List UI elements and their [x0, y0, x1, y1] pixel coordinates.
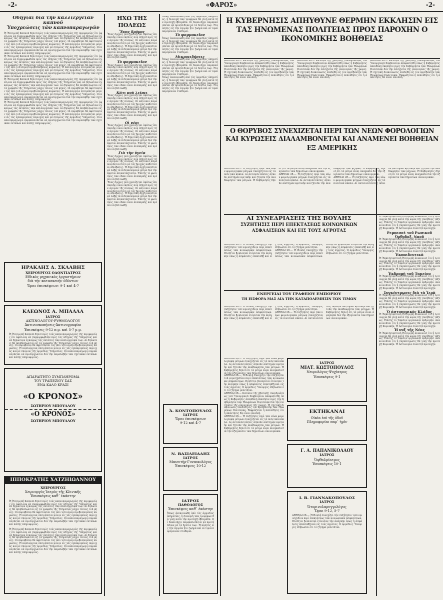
advert-role: ΙΑΤΡΟΣ — [183, 456, 198, 460]
story-body: ΑΘΗΝΑΙ 28.— Κατόπιν τῆς χθεσινῆς συνεδριάσεως τοῦ Ὑπουργικοῦ Συμβουλίου ἀπεφασίσθη ὅπως ἡ Κυβέρνησις ἀπευθύνῃ ἔκκλησιν πρὸς τὴν Κυβέρνησιν τῶν Ἡνωμένων Πολιτειῶν διὰ τὴν ἐνίσχυσιν τῆς οἰκονομίας τῆς χώρας. Ἡ σχετικὴ διακοίνωσις ἐπεδόθη εἰς τὸν πρεσβευτὴν τῶν Ἡνωμένων Πολιτειῶν. Ἐκφράζεται ἡ πεποίθησις ὅτι ἡ ἀπάντησις θὰ εἶναι εὐνοϊκή. — [297, 60, 367, 80]
advert-role: ΠΑΘΟΛΟΓΟΣ — [177, 503, 204, 507]
headline-government — [224, 16, 440, 58]
divider — [224, 290, 374, 291]
section-body: Ἕνας δρόμος ποὺ χρειάζεται ἀμέσως ἐπισκευήν εἶναι ἐκεῖνος ποὺ ὁδηγεῖ πρὸς τὴν ἀγορὰν τῆς πόλεως. Οἱ κάτοικοι παραπονοῦνται διότι μὲ τὰς βροχὰς καθίσταται ἀδιάβατος. Ἡ δημοτικὴ ἀρχὴ καλεῖται νὰ λάβῃ τὰ ἐνδεικνυόμενα μέτρα διὰ τὴν ἄμεσον ἀποκατάστασιν. Ἐπίσης τὸ φωτισμὸς τῶν ὁδῶν εἶναι ἀνεπαρκὴς καὶ πρέπει νὰ βελτιωθῇ. — [107, 93, 157, 121]
advert-name: ΙΑΤΡΟΣ — [319, 361, 335, 365]
advert-line: ΕΝΑ ΚΑΛΟ ΚΡΑΣΙ — [37, 383, 69, 388]
subheadline: ΤΗ ΕΙΣΦΟΡΑ ΜΑΣ ΔΙΑ ΤΗΝ ΚΑΤΑΠΟΛΕΜΗΣΙΝ ΤΩΝ ΤΙΜΩΝ — [241, 296, 357, 301]
article-body: Ἡ Ἐπιτροπὴ Καπνοῦ δηλοῖ πρὸς τοὺς καπνοπαραγωγοὺς τῆς περιφερείας ὅτι ὀφείλουν νὰ συμμορφωθοῦν πρὸς τὰς ὁδηγίας τῆς Ὑπηρεσίας καὶ νὰ δηλώσουν ἐγκαίρως τὰς ἐκτάσεις τῶν καλλιεργειῶν των. Αἱ δηλώσεις θὰ ὑποβάλλωνται εἰς τὰ γραφεῖα τῆς Ὑπηρεσίας μέχρι τέλους τοῦ μηνός. Οἱ παραβάται θὰ ὑφίστανται τὰς ὑπὸ τοῦ νόμου προβλεπομένας κυρώσεις. Ἡ καλλιέργεια ἐπιτρέπεται μόνον εἰς τὰς ἐγκεκριμένας περιοχὰς καὶ μὲ σπόρους τῆς ἀρμοδίας Ὑπηρεσίας. Οἱ καπνοπαραγωγοὶ παρακαλοῦνται νὰ προσέρχωνται διὰ τὴν παραλαβὴν τῶν σχετικῶν ἐντύπων καὶ πάσης πληροφορίας. — [4, 54, 102, 79]
divider — [5, 409, 101, 410]
advert-title: ΙΠΠΟΚΡΑΤΗΣ ΧΑΤΖΗΙΩΑΝΝΟΥ — [5, 477, 101, 484]
item-heading: Ρεμπεσσὲ τοῦ Ρωσικοῦ Ὀρθοδοξ. Ναοῦ — [386, 230, 433, 239]
advert-name: ΗΡΑΚΛΗΣ Δ. ΣΚΛΑΒΗΣ — [21, 265, 85, 271]
advert-line: ΑΠΑΡΑΙΤΗΤΟ ΣΥΜΠΛΗΡΩΜΑ — [26, 375, 80, 379]
advert-ophthalmologist — [287, 444, 367, 488]
column-tobacco — [4, 16, 102, 256]
column-lower-left — [224, 358, 284, 594]
advert-line: Ἀκτινοσκοπήσεις-Ἀκτινογραφίαι — [24, 323, 82, 328]
advert-doctor-1 — [163, 404, 218, 444]
advert-name: ΚΛΕΩΝΟΣ Α. ΜΠΑΛΛΑ — [22, 309, 84, 315]
headline-taxes — [224, 127, 440, 165]
advert-name: Ι. Β. ΓΙΑΝΝΑΚΟΠΟΥΛΟΣ — [299, 495, 355, 500]
advert-name: Ν. ΒΑΣΙΛΕΙΑΔΗΣ — [171, 451, 210, 456]
advert-line: 9-12 καὶ 4-7 — [180, 421, 201, 426]
column-rule — [104, 14, 105, 596]
item-heading: Συγκέντρωσις διὰ τὰ Ἱερὰ — [383, 290, 436, 295]
advert-role: ΙΑΤΡΟΣ — [183, 413, 198, 417]
advert-rental — [287, 405, 367, 441]
advert-doctor-3 — [163, 494, 218, 594]
section-body: Ἕνας δρόμος ποὺ χρειάζεται ἀμέσως ἐπισκευήν εἶναι ἐκεῖνος ποὺ ὁδηγεῖ πρὸς τὴν ἀγορὰν τῆς πόλεως. Οἱ κάτοικοι παραπονοῦνται διότι μὲ τὰς βροχὰς καθίσταται ἀδιάβατος. Ἡ δημοτικὴ ἀρχὴ καλεῖται νὰ λάβῃ τὰ ἐνδεικνυόμενα μέτρα διὰ τὴν ἄμεσον ἀποκατάστασιν. Ἐπίσης τὸ φωτισμὸς τῶν ὁδῶν εἶναι ἀνεπαρκὴς καὶ πρέπει νὰ βελτιωθῇ. — [107, 180, 157, 208]
article-body: Ὅπως ἀνεκοινώθη ἀπὸ τὰς ἁρμοδίας ὑπηρεσίας, ἡ διανομὴ τῶν τροφίμων θὰ γίνῃ κατὰ τὴν προσεχῆ ἑβδομάδα. Οἱ δικαιοῦχοι παρακαλοῦνται νὰ προσέλθουν μὲ τὰ δελτία των. Ἡ κίνησις εἰς τὴν ἀγορὰν ἦτο ζωηρὰ καὶ αἱ τιμαὶ παρέμειναν σταθεραί. — [162, 58, 218, 76]
advert-role: ΙΑΤΡΟΣ — [45, 315, 61, 319]
section-body: Ἕνας δρόμος ποὺ χρειάζεται ἀμέσως ἐπισκευήν εἶναι ἐκεῖνος ποὺ ὁδηγεῖ πρὸς τὴν ἀγορὰν τῆς πόλεως. Οἱ κάτοικοι παραπονοῦνται διότι μὲ τὰς βροχὰς καθίσταται ἀδιάβατος. Ἡ δημοτικὴ ἀρχὴ καλεῖται νὰ λάβῃ τὰ ἐνδεικνυόμενα μέτρα διὰ τὴν ἄμεσον ἀποκατάστασιν. Ἐπίσης τὸ φωτισμὸς τῶν ὁδῶν εἶναι ἀνεπαρκὴς καὶ πρέπει νὰ βελτιωθῇ. — [107, 124, 157, 151]
story-body: ΑΘΗΝΑΙ 28.— Ἡ Βουλὴ συνεχίζει τὴν συζήτησιν τοῦ νομοσχεδίου περὶ ἐπεκτάσεως τῶν κοινωνικῶν ἀσφαλίσεων. Πλεῖστοι βουλευταὶ ἐτόνισαν τὴν ἀνάγκην ὅπως ἡ ἀσφάλισις ἐπεκταθῇ καὶ εἰς τοὺς ἀγρότας. Ὁ ἁρμόδιος Ὑπουργὸς ἐδήλωσεν ὅτι τὸ ζήτημα μελετᾶται. — [275, 244, 374, 258]
section-heading: Γιὰ τὴν ὑγεία — [118, 151, 146, 156]
article-body: ΑΘΗΝΑΙ 28.— Κατόπιν τῆς χθεσινῆς συνεδριάσεως τοῦ Ὑπουργικοῦ Συμβουλίου ἀπεφασίσθη ὅπως ἡ Κυβέρνησις ἀπευθύνῃ ἔκκλησιν πρὸς τὴν Κυβέρνησιν τῶν Ἡνωμένων Πολιτειῶν διὰ τὴν ἐνίσχυσιν τῆς οἰκονομίας τῆς χώρας. Ἡ σχετικὴ διακοίνωσις ἐπεδόθη εἰς τὸν πρεσβευτὴν τῶν Ἡνωμένων Πολιτειῶν. Ἐκφράζεται ἡ πεποίθησις ὅτι ἡ ἀπάντησις θὰ εἶναι εὐνοϊκή. — [224, 391, 284, 416]
section-heading: Μικροειδήσεις — [175, 55, 205, 60]
item-heading: Ἐκπαιδευτικὰ — [395, 253, 424, 258]
advert-neurologist — [287, 358, 367, 402]
masthead: «ΦΑΡΟΣ» — [205, 2, 238, 9]
column-rule — [220, 14, 221, 596]
advert-line: Ἐπισκέψεις 9-1 — [313, 374, 341, 379]
section-heading: Τὸ φαρμακεῖον — [175, 33, 205, 38]
article-body: Ἡ Ἐπιτροπὴ Καπνοῦ δηλοῖ πρὸς τοὺς καπνοπαραγωγοὺς τῆς περιφερείας ὅτι ὀφείλουν νὰ συμμορφωθοῦν πρὸς τὰς ὁδηγίας τῆς Ὑπηρεσίας καὶ νὰ δηλώσουν ἐγκαίρως τὰς ἐκτάσεις τῶν καλλιεργειῶν των. Αἱ δηλώσεις θὰ ὑποβάλλωνται εἰς τὰ γραφεῖα τῆς Ὑπηρεσίας μέχρι τέλους τοῦ μηνός. Οἱ παραβάται θὰ ὑφίστανται τὰς ὑπὸ τοῦ νόμου προβλεπομένας κυρώσεις. Ἡ καλλιέργεια ἐπιτρέπεται μόνον εἰς τὰς ἐγκεκριμένας περιοχὰς καὶ μὲ σπόρους τῆς ἀρμοδίας Ὑπηρεσίας. Οἱ καπνοπαραγωγοὶ παρακαλοῦνται νὰ προσέρχωνται διὰ τὴν παραλαβὴν τῶν σχετικῶν ἐντύπων καὶ πάσης πληροφορίας. — [4, 101, 102, 125]
advert-body: Ἡ Ἐπιτροπὴ Καπνοῦ δηλοῖ πρὸς τοὺς καπνοπαραγωγοὺς τῆς περιφερείας ὅτι ὀφείλουν νὰ συμμορφωθοῦν πρὸς τὰς ὁδηγίας τῆς Ὑπηρεσίας καὶ νὰ δηλώσουν ἐγκαίρως τὰς ἐκτάσεις τῶν καλλιεργειῶν των. Αἱ δηλώσεις θὰ ὑποβάλλωνται εἰς τὰ γραφεῖα τῆς Ὑπηρεσίας μέχρι τέλους τοῦ μηνός. Οἱ παραβάται θὰ ὑφίστανται τὰς ὑπὸ τοῦ νόμου προβλεπομένας κυρώσεις. Ἡ καλλιέργεια ἐπιτρέπεται μόνον εἰς τὰς ἐγκεκριμένας περιοχὰς καὶ μὲ σπόρους τῆς ἀρμοδίας Ὑπηρεσίας. Οἱ καπνοπαραγωγοὶ παρακαλοῦνται νὰ προσέρχωνται διὰ τὴν παραλαβὴν τῶν σχετικῶν ἐντύπων καὶ πάσης πληροφορίας. — [9, 332, 97, 360]
advert-radiologist — [4, 305, 102, 365]
section-body: Ἕνας δρόμος ποὺ χρειάζεται ἀμέσως ἐπισκευήν εἶναι ἐκεῖνος ποὺ ὁδηγεῖ πρὸς τὴν ἀγορὰν τῆς πόλεως. Οἱ κάτοικοι παραπονοῦνται διότι μὲ τὰς βροχὰς καθίσταται ἀδιάβατος. Ἡ δημοτικὴ ἀρχὴ καλεῖται νὰ λάβῃ τὰ ἐνδεικνυόμενα μέτρα διὰ τὴν ἄμεσον ἀποκατάστασιν. Ἐπίσης τὸ φωτισμὸς τῶν ὁδῶν εἶναι ἀνεπαρκὴς καὶ πρέπει νὰ βελτιωθῇ. — [107, 33, 157, 60]
page-number-left: -2- — [8, 2, 18, 9]
advert-name: ΕΚΤΗΚΑΝΑΙ — [309, 409, 345, 415]
advert-body: Ἡ Ἐπιτροπὴ Καπνοῦ δηλοῖ πρὸς τοὺς καπνοπαραγωγοὺς τῆς περιφερείας ὅτι ὀφείλουν νὰ συμμορφωθοῦν πρὸς τὰς ὁδηγίας τῆς Ὑπηρεσίας καὶ νὰ δηλώσουν ἐγκαίρως τὰς ἐκτάσεις τῶν καλλιεργειῶν των. Αἱ δηλώσεις θὰ ὑποβάλλωνται εἰς τὰ γραφεῖα τῆς Ὑπηρεσίας μέχρι τέλους τοῦ μηνός. Οἱ παραβάται θὰ ὑφίστανται τὰς ὑπὸ τοῦ νόμου προβλεπομένας κυρώσεις. Ἡ καλλιέργεια ἐπιτρέπεται μόνον εἰς τὰς ἐγκεκριμένας περιοχὰς καὶ μὲ σπόρους τῆς ἀρμοδίας Ὑπηρεσίας. Οἱ καπνοπαραγωγοὶ παρακαλοῦνται νὰ προσέρχωνται διὰ τὴν παραλαβὴν τῶν σχετικῶν ἐντύπων καὶ πάσης πληροφορίας. — [9, 527, 97, 555]
item-heading: Ἐκδρομὴ τοῦ Ταμείου — [388, 272, 431, 277]
section-heading: Τὸ φαρμακεῖον — [117, 60, 147, 65]
story-commerce — [224, 306, 374, 356]
column-rule — [376, 168, 377, 596]
advert-line: Ἐπισκέψεις 9-12 π.μ. καὶ 5-7 μ.μ. — [24, 327, 82, 332]
advert-name: ΙΑΤΡΟΣ — [181, 498, 200, 503]
story-body: ΑΘΗΝΑΙ 28.— Ἡ συζήτησις περὶ τῶν νέων φορολογικῶν μέτρων συνεχίζεται εἰς τὰ πολιτικὰ κύκλα. Αἱ ἀντιπολιτεύσεις ἀσκοῦν αὐστηρὰν κριτικὴν καὶ ζητοῦν τὴν ἀναθεώρησιν τῶν μέτρων. Ἡ Κυβέρνησις δηλοῖ ὅτι τὰ μέτρα εἶναι ἀναγκαῖα διὰ τὴν ἐξυγίανσιν τῶν δημοσίων οἰκονομικῶν. — [278, 168, 386, 185]
advert-role: ΙΑΤΡΟΣ — [319, 453, 335, 458]
column-city-echo — [107, 16, 157, 596]
section-body: Ἕνας δρόμος ποὺ χρειάζεται ἀμέσως ἐπισκευήν εἶναι ἐκεῖνος ποὺ ὁδηγεῖ πρὸς τὴν ἀγορὰν τῆς πόλεως. Οἱ κάτοικοι παραπονοῦνται διότι μὲ τὰς βροχὰς καθίσταται ἀδιάβατος. Ἡ δημοτικὴ ἀρχὴ καλεῖται νὰ λάβῃ τὰ ἐνδεικνυόμενα μέτρα διὰ τὴν ἄμεσον ἀποκατάστασιν. Ἐπίσης τὸ φωτισμὸς τῶν ὁδῶν εἶναι ἀνεπαρκὴς καὶ πρέπει νὰ βελτιωθῇ. — [107, 154, 157, 181]
article-body: Ὅπως ἀνεκοινώθη ἀπὸ τὰς ἁρμοδίας ὑπηρεσίας, ἡ διανομὴ τῶν τροφίμων θὰ γίνῃ κατὰ τὴν προσεχῆ ἑβδομάδα. Οἱ δικαιοῦχοι παρακαλοῦνται νὰ προσέλθουν μὲ τὰ δελτία των. Ἡ κίνησις εἰς τὴν ἀγορὰν ἦτο ζωηρὰ καὶ αἱ τιμαὶ παρέμειναν σταθεραί. — [162, 36, 218, 55]
advert-line: Χειρουργὸς Ἰατρὸς τῆς Κλινικῆς — [25, 490, 81, 495]
headline: ΕΝΕΡΓΕΙΑΙ ΤΟΥ ΓΡΑΦΕΙΟΥ ΕΜΠΟΡΙΟΥ — [256, 292, 342, 296]
advert-line: Ὥραι ἐπισκέψεων: 9-1 καὶ 4-7 — [27, 283, 79, 288]
advert-line: Νευρολόγος-Ψυχίατρος — [306, 370, 348, 375]
column-rule — [159, 14, 160, 596]
advert-line: Ὥραι 9-12, 5-7 — [314, 508, 340, 513]
advert-owner: ΣΩΤΗΡΙΟΥ ΜΠΟΥΛΛΟΥ — [30, 403, 76, 408]
article-body: Ἡ Ἐκκλησιαστικὴ Ἐπιτροπὴ ἀνακοινοῖ ὅτι ἡ λειτουργία θὰ γίνῃ κατὰ τὴν ὥραν τῆς συνήθους τάξεως. Ἐπίσης τὸ Ταμεῖον ὀργανώνει ἐκδρομήν. Ἀνακοινοῦται ὅτι ἡ συγκέντρωσις θὰ γίνῃ τὴν προσεχῆ Κυριακήν. Ἡ Ἀστυνομία συνιστᾷ προσοχήν. — [379, 331, 440, 347]
article-body: ΑΘΗΝΑΙ 28.— Ἡ συζήτησις περὶ τῶν νέων φορολογικῶν μέτρων συνεχίζεται εἰς τὰ πολιτικὰ κύκλα. Αἱ ἀντιπολιτεύσεις ἀσκοῦν αὐστηρὰν κριτικὴν καὶ ζητοῦν τὴν ἀναθεώρησιν τῶν μέτρων. Ἡ Κυβέρνησις δηλοῖ ὅτι τὰ μέτρα εἶναι ἀναγκαῖα διὰ τὴν ἐξυγίανσιν τῶν δημοσίων οἰκονομικῶν. — [224, 415, 284, 433]
story-government — [224, 60, 440, 124]
column-far-right — [379, 216, 440, 596]
advert-owner: ΣΩΤΗΡΙΟΥ ΜΠΟΥΛΛΟΥ — [30, 418, 76, 423]
article-body: Ἡ Ἐκκλησιαστικὴ Ἐπιτροπὴ ἀνακοινοῖ ὅτι ἡ λειτουργία θὰ γίνῃ κατὰ τὴν ὥραν τῆς συνήθους τάξεως. Ἐπίσης τὸ Ταμεῖον ὀργανώνει ἐκδρομήν. Ἀνακοινοῦται ὅτι ἡ συγκέντρωσις θὰ γίνῃ τὴν προσεχῆ Κυριακήν. Ἡ Ἀστυνομία συνιστᾷ προσοχήν. — [379, 216, 440, 230]
column-news — [162, 16, 218, 316]
advert-dentist — [4, 262, 102, 302]
advert-line: Οἰκία ἐπὶ τῆς ὁδοῦ — [310, 416, 344, 420]
advert-line: Ἐπισκέψεις καθ᾽ ἑκάστην — [167, 507, 214, 512]
advert-body: ΑΘΗΝΑΙ 28.— Ἡ Βουλὴ συνεχίζει τὴν συζήτησιν τοῦ νομοσχεδίου περὶ ἐπεκτάσεως τῶν κοινωνικῶν ἀσφαλίσεων. Πλεῖστοι βουλευταὶ ἐτόνισαν τὴν ἀνάγκην ὅπως ἡ ἀσφάλισις ἐπεκταθῇ καὶ εἰς τοὺς ἀγρότας. Ὁ ἁρμόδιος Ὑπουργὸς ἐδήλωσεν ὅτι τὸ ζήτημα μελετᾶται. — [292, 514, 362, 529]
advert-surgeon — [4, 476, 102, 594]
advert-line: Εἰδικὸς μηχανικὸς ἐργαστήριον — [25, 275, 81, 280]
story-taxes — [224, 168, 440, 212]
section-body: Ἕνας δρόμος ποὺ χρειάζεται ἀμέσως ἐπισκευήν εἶναι ἐκεῖνος ποὺ ὁδηγεῖ πρὸς τὴν ἀγορὰν τῆς πόλεως. Οἱ κάτοικοι παραπονοῦνται διότι μὲ τὰς βροχὰς καθίσταται ἀδιάβατος. Ἡ δημοτικὴ ἀρχὴ καλεῖται νὰ λάβῃ τὰ ἐνδεικνυόμενα μέτρα διὰ τὴν ἄμεσον ἀποκατάστασιν. Ἐπίσης τὸ φωτισμὸς τῶν ὁδῶν εἶναι ἀνεπαρκὴς καὶ πρέπει νὰ βελτιωθῇ. — [107, 63, 157, 90]
headline-parliament — [224, 216, 374, 242]
page-header — [0, 0, 443, 12]
article-body: Ἡ Ἐκκλησιαστικὴ Ἐπιτροπὴ ἀνακοινοῖ ὅτι ἡ λειτουργία θὰ γίνῃ κατὰ τὴν ὥραν τῆς συνήθους τάξεως. Ἐπίσης τὸ Ταμεῖον ὀργανώνει ἐκδρομήν. Ἀνακοινοῦται ὅτι ἡ συγκέντρωσις θὰ γίνῃ τὴν προσεχῆ Κυριακήν. Ἡ Ἀστυνομία συνιστᾷ προσοχήν. — [379, 256, 440, 272]
article-body: Ὅπως ἀνεκοινώθη ἀπὸ τὰς ἁρμοδίας ὑπηρεσίας, ἡ διανομὴ τῶν τροφίμων θὰ γίνῃ κατὰ τὴν προσεχῆ ἑβδομάδα. Οἱ δικαιοῦχοι παρακαλοῦνται νὰ προσέλθουν μὲ τὰ δελτία των. Ἡ κίνησις εἰς τὴν ἀγορὰν ἦτο ζωηρὰ καὶ αἱ τιμαὶ παρέμειναν σταθεραί. — [162, 75, 218, 94]
article-body: Ἡ Ἐκκλησιαστικὴ Ἐπιτροπὴ ἀνακοινοῖ ὅτι ἡ λειτουργία θὰ γίνῃ κατὰ τὴν ὥραν τῆς συνήθους τάξεως. Ἐπίσης τὸ Ταμεῖον ὀργανώνει ἐκδρομήν. Ἀνακοινοῦται ὅτι ἡ συγκέντρωσις θὰ γίνῃ τὴν προσεχῆ Κυριακήν. Ἡ Ἀστυνομία συνιστᾷ προσοχήν. — [379, 294, 440, 309]
advert-title: «Ο ΚΡΟΝΟΣ» — [23, 390, 83, 401]
advert-role: ΜΙΑΤ. ΚΩΣΤΟΠΟΥΛΟΣ — [300, 365, 354, 371]
page-number-right: -2- — [425, 2, 435, 9]
article-title: Ὁδηγίαι διὰ τὴν καλλιέργειαν καπνοῦ — [12, 16, 94, 27]
section-heading: Οἱ νέοι — [124, 121, 140, 126]
advert-body: Ὅπως ἀνεκοινώθη ἀπὸ τὰς ἁρμοδίας ὑπηρεσίας, ἡ διανομὴ τῶν τροφίμων θὰ γίνῃ κατὰ τὴν προσεχῆ ἑβδομάδα. Οἱ δικαιοῦχοι παρακαλοῦνται νὰ προσέλθουν μὲ τὰ δελτία των. Ἡ κίνησις εἰς τὴν ἀγορὰν ἦτο ζωηρὰ καὶ αἱ τιμαὶ παρέμειναν σταθεραί. — [167, 512, 215, 533]
advert-line: Ἐπισκέψεις καθ᾽ ἑκάστην — [30, 494, 76, 499]
headline-commerce — [224, 292, 374, 306]
advert-body: Ἡ Ἐπιτροπὴ Καπνοῦ δηλοῖ πρὸς τοὺς καπνοπαραγωγοὺς τῆς περιφερείας ὅτι ὀφείλουν νὰ συμμορφωθοῦν πρὸς τὰς ὁδηγίας τῆς Ὑπηρεσίας καὶ νὰ δηλώσουν ἐγκαίρως τὰς ἐκτάσεις τῶν καλλιεργειῶν των. Αἱ δηλώσεις θὰ ὑποβάλλωνται εἰς τὰ γραφεῖα τῆς Ὑπηρεσίας μέχρι τέλους τοῦ μηνός. Οἱ παραβάται θὰ ὑφίστανται τὰς ὑπὸ τοῦ νόμου προβλεπομένας κυρώσεις. Ἡ καλλιέργεια ἐπιτρέπεται μόνον εἰς τὰς ἐγκεκριμένας περιοχὰς καὶ μὲ σπόρους τῆς ἀρμοδίας Ὑπηρεσίας. Οἱ καπνοπαραγωγοὶ παρακαλοῦνται νὰ προσέρχωνται διὰ τὴν παραλαβὴν τῶν σχετικῶν ἐντύπων καὶ πάσης πληροφορίας. — [9, 499, 97, 526]
article-body: ΑΘΗΝΑΙ 28.— Ἡ συζήτησις περὶ τῶν νέων φορολογικῶν μέτρων συνεχίζεται εἰς τὰ πολιτικὰ κύκλα. Αἱ ἀντιπολιτεύσεις ἀσκοῦν αὐστηρὰν κριτικὴν καὶ ζητοῦν τὴν ἀναθεώρησιν τῶν μέτρων. Ἡ Κυβέρνησις δηλοῖ ὅτι τὰ μέτρα εἶναι ἀναγκαῖα διὰ τὴν ἐξυγίανσιν τῶν δημοσίων οἰκονομικῶν. — [224, 358, 284, 375]
section-heading: Κάτι ποὺ λείπει — [116, 90, 148, 95]
advert-kronos — [4, 368, 102, 472]
story-body: ΑΘΗΝΑΙ 28.— Ἡ Βουλὴ συνεχίζει τὴν συζήτησιν τοῦ νομοσχεδίου περὶ ἐπεκτάσεως τῶν κοινωνικῶν ἀσφαλίσεων. Πλεῖστοι βουλευταὶ ἐτόνισαν τὴν ἀνάγκην ὅπως ἡ ἀσφάλισις ἐπεκταθῇ καὶ εἰς τοὺς ἀγρότας. Ὁ ἁρμόδιος Ὑπουργὸς ἐδήλωσεν ὅτι τὸ ζήτημα μελετᾶται. — [224, 306, 323, 320]
subheadline: ΣΥΖΗΤΗΣΙΣ ΠΕΡΙ ΕΠΕΚΤΑΣΕΩΣ ΚΟΙΝΩΝΙΚΩΝ ΑΣΦΑΛΙΣΕΩΝ ΚΑΙ ΕΙΣ ΤΟΥΣ ΑΓΡΟΤΑΣ — [240, 223, 358, 234]
article-body: ΑΘΗΝΑΙ 28.— Ἡ Βουλὴ συνεχίζει τὴν συζήτησιν τοῦ νομοσχεδίου περὶ ἐπεκτάσεως τῶν κοινωνικῶν ἀσφαλίσεων. Πλεῖστοι βουλευταὶ ἐτόνισαν τὴν ἀνάγκην ὅπως ἡ ἀσφάλισις ἐπεκταθῇ καὶ εἰς τοὺς ἀγρότας. Ὁ ἁρμόδιος Ὑπουργὸς ἐδήλωσεν ὅτι τὸ ζήτημα μελετᾶται. — [224, 374, 284, 392]
story-body: ΑΘΗΝΑΙ 28.— Ἡ συζήτησις περὶ τῶν νέων φορολογικῶν μέτρων συνεχίζεται εἰς τὰ πολιτικὰ κύκλα. Αἱ ἀντιπολιτεύσεις ἀσκοῦν αὐστηρὰν κριτικὴν καὶ ζητοῦν τὴν ἀναθεώρησιν τῶν μέτρων. Ἡ Κυβέρνησις δηλοῖ ὅτι τὰ μέτρα εἶναι ἀναγκαῖα διὰ τὴν ἐξυγίανσιν τῶν δημοσίων οἰκονομικῶν. — [275, 306, 374, 320]
advert-line: ΤΟΥ ΤΡΑΠΕΖΙΟΥ ΣΑΣ — [34, 379, 72, 384]
advert-role: ΙΑΤΡΟΣ — [319, 500, 335, 505]
section-heading: Ἔνας δρόμος — [119, 30, 145, 34]
article-body: Ἡ Ἐπιτροπὴ Καπνοῦ δηλοῖ πρὸς τοὺς καπνοπαραγωγοὺς τῆς περιφερείας ὅτι ὀφείλουν νὰ συμμορφωθοῦν πρὸς τὰς ὁδηγίας τῆς Ὑπηρεσίας καὶ νὰ δηλώσουν ἐγκαίρως τὰς ἐκτάσεις τῶν καλλιεργειῶν των. Αἱ δηλώσεις θὰ ὑποβάλλωνται εἰς τὰ γραφεῖα τῆς Ὑπηρεσίας μέχρι τέλους τοῦ μηνός. Οἱ παραβάται θὰ ὑφίστανται τὰς ὑπὸ τοῦ νόμου προβλεπομένας κυρώσεις. Ἡ καλλιέργεια ἐπιτρέπεται μόνον εἰς τὰς ἐγκεκριμένας περιοχὰς καὶ μὲ σπόρους τῆς ἀρμοδίας Ὑπηρεσίας. Οἱ καπνοπαραγωγοὶ παρακαλοῦνται νὰ προσέρχωνται διὰ τὴν παραλαβὴν τῶν σχετικῶν ἐντύπων καὶ πάσης πληροφορίας. — [4, 31, 102, 55]
divider — [224, 58, 440, 59]
article-body: Ἡ Ἐκκλησιαστικὴ Ἐπιτροπὴ ἀνακοινοῖ ὅτι ἡ λειτουργία θὰ γίνῃ κατὰ τὴν ὥραν τῆς συνήθους τάξεως. Ἐπίσης τὸ Ταμεῖον ὀργανώνει ἐκδρομήν. Ἀνακοινοῦται ὅτι ἡ συγκέντρωσις θὰ γίνῃ τὴν προσεχῆ Κυριακήν. Ἡ Ἀστυνομία συνιστᾷ προσοχήν. — [379, 237, 440, 253]
advert-doctor-2 — [163, 447, 218, 491]
story-body: ΑΘΗΝΑΙ 28.— Ἡ συζήτησις περὶ τῶν νέων φορολογικῶν μέτρων συνεχίζεται εἰς τὰ πολιτικὰ κύκλα. Αἱ ἀντιπολιτεύσεις ἀσκοῦν αὐστηρὰν κριτικὴν καὶ ζητοῦν τὴν ἀναθεώρησιν τῶν μέτρων. Ἡ Κυβέρνησις δηλοῖ ὅτι τὰ μέτρα εἶναι ἀναγκαῖα διὰ τὴν ἐξυγίανσιν τῶν δημοσίων οἰκονομικῶν. — [224, 168, 331, 182]
advert-line: διὰ τὴν κατασκευὴν ὀδόντων — [27, 279, 79, 284]
column-title: ΗΧΩ ΤΗΣ ΠΟΛΕΩΣ — [117, 16, 147, 29]
story-parliament — [224, 244, 374, 288]
advert-line: Ὥραι ἐπισκέψεων — [175, 417, 206, 422]
advert-role: ΧΕΙΡΟΥΡΓΟΣ ΟΔΟΝΤΙΑΤΡΟΣ — [25, 271, 81, 275]
advert-line: ΑΚΤΙΝΟΛΟΓΟΥ-ΡΥΘΜΟΛΟΓΟΥ — [25, 319, 81, 324]
story-body: ΑΘΗΝΑΙ 28.— Ἡ Βουλὴ συνεχίζει τὴν συζήτησιν τοῦ νομοσχεδίου περὶ ἐπεκτάσεως τῶν κοινωνικῶν ἀσφαλίσεων. Πλεῖστοι βουλευταὶ ἐτόνισαν τὴν ἀνάγκην ὅπως ἡ ἀσφάλισις ἐπεκταθῇ καὶ εἰς τοὺς ἀγρότας. Ὁ ἁρμόδιος Ὑπουργὸς ἐδήλωσεν ὅτι τὸ ζήτημα μελετᾶται. — [224, 244, 323, 258]
headline: Ο ΘΟΡΥΒΟΣ ΣΥΝΕΧΙΖΕΤΑΙ ΠΕΡΙ ΤΩΝ ΝΕΩΝ ΦΟΡΟΛΟΓΙΩΝ ΚΑΙ ΚΥΡΩΣΕΙΣ ΔΙΑΛΑΜΒΟΝΕΤΑΙ ΚΑΙ ΑΝΑΜΕΝΕΙ ΒΟΗΘΕΙΑΝ ΕΞ ΑΜΕΡΙΚΗΣ — [225, 127, 439, 152]
article-body: Ἡ Ἐκκλησιαστικὴ Ἐπιτροπὴ ἀνακοινοῖ ὅτι ἡ λειτουργία θὰ γίνῃ κατὰ τὴν ὥραν τῆς συνήθους τάξεως. Ἐπίσης τὸ Ταμεῖον ὀργανώνει ἐκδρομήν. Ἀνακοινοῦται ὅτι ἡ συγκέντρωσις θὰ γίνῃ τὴν προσεχῆ Κυριακήν. Ἡ Ἀστυνομία συνιστᾷ προσοχήν. — [379, 275, 440, 291]
article-body: Ἡ Ἐπιτροπὴ Καπνοῦ δηλοῖ πρὸς τοὺς καπνοπαραγωγοὺς τῆς περιφερείας ὅτι ὀφείλουν νὰ συμμορφωθοῦν πρὸς τὰς ὁδηγίας τῆς Ὑπηρεσίας καὶ νὰ δηλώσουν ἐγκαίρως τὰς ἐκτάσεις τῶν καλλιεργειῶν των. Αἱ δηλώσεις θὰ ὑποβάλλωνται εἰς τὰ γραφεῖα τῆς Ὑπηρεσίας μέχρι τέλους τοῦ μηνός. Οἱ παραβάται θὰ ὑφίστανται τὰς ὑπὸ τοῦ νόμου προβλεπομένας κυρώσεις. Ἡ καλλιέργεια ἐπιτρέπεται μόνον εἰς τὰς ἐγκεκριμένας περιοχὰς καὶ μὲ σπόρους τῆς ἀρμοδίας Ὑπηρεσίας. Οἱ καπνοπαραγωγοὶ παρακαλοῦνται νὰ προσέρχωνται διὰ τὴν παραλαβὴν τῶν σχετικῶν ἐντύπων καὶ πάσης πληροφορίας. — [4, 78, 102, 102]
advert-line: Ὠτορινολαρυγγολόγος — [307, 504, 347, 509]
advert-line: Ἐπισκέψεις 10-12 — [174, 464, 207, 469]
divider — [224, 125, 440, 126]
story-body: ΑΘΗΝΑΙ 28.— Κατόπιν τῆς χθεσινῆς συνεδριάσεως τοῦ Ὑπουργικοῦ Συμβουλίου ἀπεφασίσθη ὅπως ἡ Κυβέρνησις ἀπευθύνῃ ἔκκλησιν πρὸς τὴν Κυβέρνησιν τῶν Ἡνωμένων Πολιτειῶν διὰ τὴν ἐνίσχυσιν τῆς οἰκονομίας τῆς χώρας. Ἡ σχετικὴ διακοίνωσις ἐπεδόθη εἰς τὸν πρεσβευτὴν τῶν Ἡνωμένων Πολιτειῶν. Ἐκφράζεται ἡ πεποίθησις ὅτι ἡ ἀπάντησις θὰ εἶναι εὐνοϊκή. — [224, 60, 294, 80]
article-body: Ἡ Ἐκκλησιαστικὴ Ἐπιτροπὴ ἀνακοινοῖ ὅτι ἡ λειτουργία θὰ γίνῃ κατὰ τὴν ὥραν τῆς συνήθους τάξεως. Ἐπίσης τὸ Ταμεῖον ὀργανώνει ἐκδρομήν. Ἀνακοινοῦται ὅτι ἡ συγκέντρωσις θὰ γίνῃ τὴν προσεχῆ Κυριακήν. Ἡ Ἀστυνομία συνιστᾷ προσοχήν. — [379, 312, 440, 328]
advert-line: Ἐπισκέψεις 10-1 — [312, 461, 342, 466]
advert-ent — [287, 491, 367, 594]
item-heading: Ὁ ἀστυνομικὸς Κλάδος — [386, 309, 433, 314]
advert-line: Πληροφορίαι παρ᾽ ἡμῖν — [306, 420, 348, 425]
advert-name: Γ. Α. ΠΑΠΑΝΙΚΟΛΑΟΥ — [300, 448, 354, 453]
advert-title: «Ο ΚΡΟΝΟΣ» — [30, 410, 76, 418]
story-body: ΑΘΗΝΑΙ 28.— Ἡ συζήτησις περὶ τῶν νέων φορολογικῶν μέτρων συνεχίζεται εἰς τὰ πολιτικὰ κύκλα. Αἱ ἀντιπολιτεύσεις ἀσκοῦν αὐστηρὰν κριτικὴν καὶ ζητοῦν τὴν ἀναθεώρησιν τῶν μέτρων. Ἡ Κυβέρνησις δηλοῖ ὅτι τὰ μέτρα εἶναι ἀναγκαῖα διὰ τὴν ἐξυγίανσιν τῶν δημοσίων οἰκονομικῶν. — [333, 168, 440, 185]
article-body: Ὅπως ἀνεκοινώθη ἀπὸ τὰς ἁρμοδίας ὑπηρεσίας, ἡ διανομὴ τῶν τροφίμων θὰ γίνῃ κατὰ τὴν προσεχῆ ἑβδομάδα. Οἱ δικαιοῦχοι παρακαλοῦνται νὰ προσέλθουν μὲ τὰ δελτία των. Ἡ κίνησις εἰς τὴν ἀγορὰν ἦτο ζωηρὰ καὶ αἱ τιμαὶ παρέμειναν σταθεραί. — [162, 16, 218, 33]
headline: Η ΚΥΒΕΡΝΗΣΙΣ ΑΠΗΥΘΥΝΕ ΘΕΡΜΗΝ ΕΚΚΛΗΣΙΝ ΕΙΣ ΤΑΣ ΗΝΩΜΕΝΑΣ ΠΟΛΙΤΕΙΑΣ ΠΡΟΣ ΠΑΡΟΧΗΝ Ο ΙΚΟΝΟΜΙΚΗΣ ΒΟΗΘΕΙΑΣ — [226, 16, 438, 43]
advert-role: ΧΕΙΡΟΥΡΓΟΣ — [40, 486, 66, 490]
divider — [224, 214, 440, 215]
advert-line: Ὀφθαλμίατρος — [314, 457, 340, 462]
advert-line: Μαιευτὴρ-Γυναικολόγος — [169, 460, 212, 465]
headline: ΑΙ ΣΥΝΕΔΡΙΑΣΕΙΣ ΤΗΣ ΒΟΥΛΗΣ — [246, 216, 352, 222]
story-body: ΑΘΗΝΑΙ 28.— Κατόπιν τῆς χθεσινῆς συνεδριάσεως τοῦ Ὑπουργικοῦ Συμβουλίου ἀπεφασίσθη ὅπως ἡ Κυβέρνησις ἀπευθύνῃ ἔκκλησιν πρὸς τὴν Κυβέρνησιν τῶν Ἡνωμένων Πολιτειῶν διὰ τὴν ἐνίσχυσιν τῆς οἰκονομίας τῆς χώρας. Ἡ σχετικὴ διακοίνωσις ἐπεδόθη εἰς τὸν πρεσβευτὴν τῶν Ἡνωμένων Πολιτειῶν. Ἐκφράζεται ἡ πεποίθησις ὅτι ἡ ἀπάντησις θὰ εἶναι εὐνοϊκή. — [370, 60, 440, 80]
article-subtitle: Ὑποχρεώσεις τῶν καπνοπαραγωγῶν — [6, 26, 100, 32]
advert-name: Ἀ. ΚΟΝΤΟΠΟΥΛΟΣ — [169, 408, 212, 413]
item-heading: Ἡ νυξ τῆς Νέας — [394, 328, 425, 333]
